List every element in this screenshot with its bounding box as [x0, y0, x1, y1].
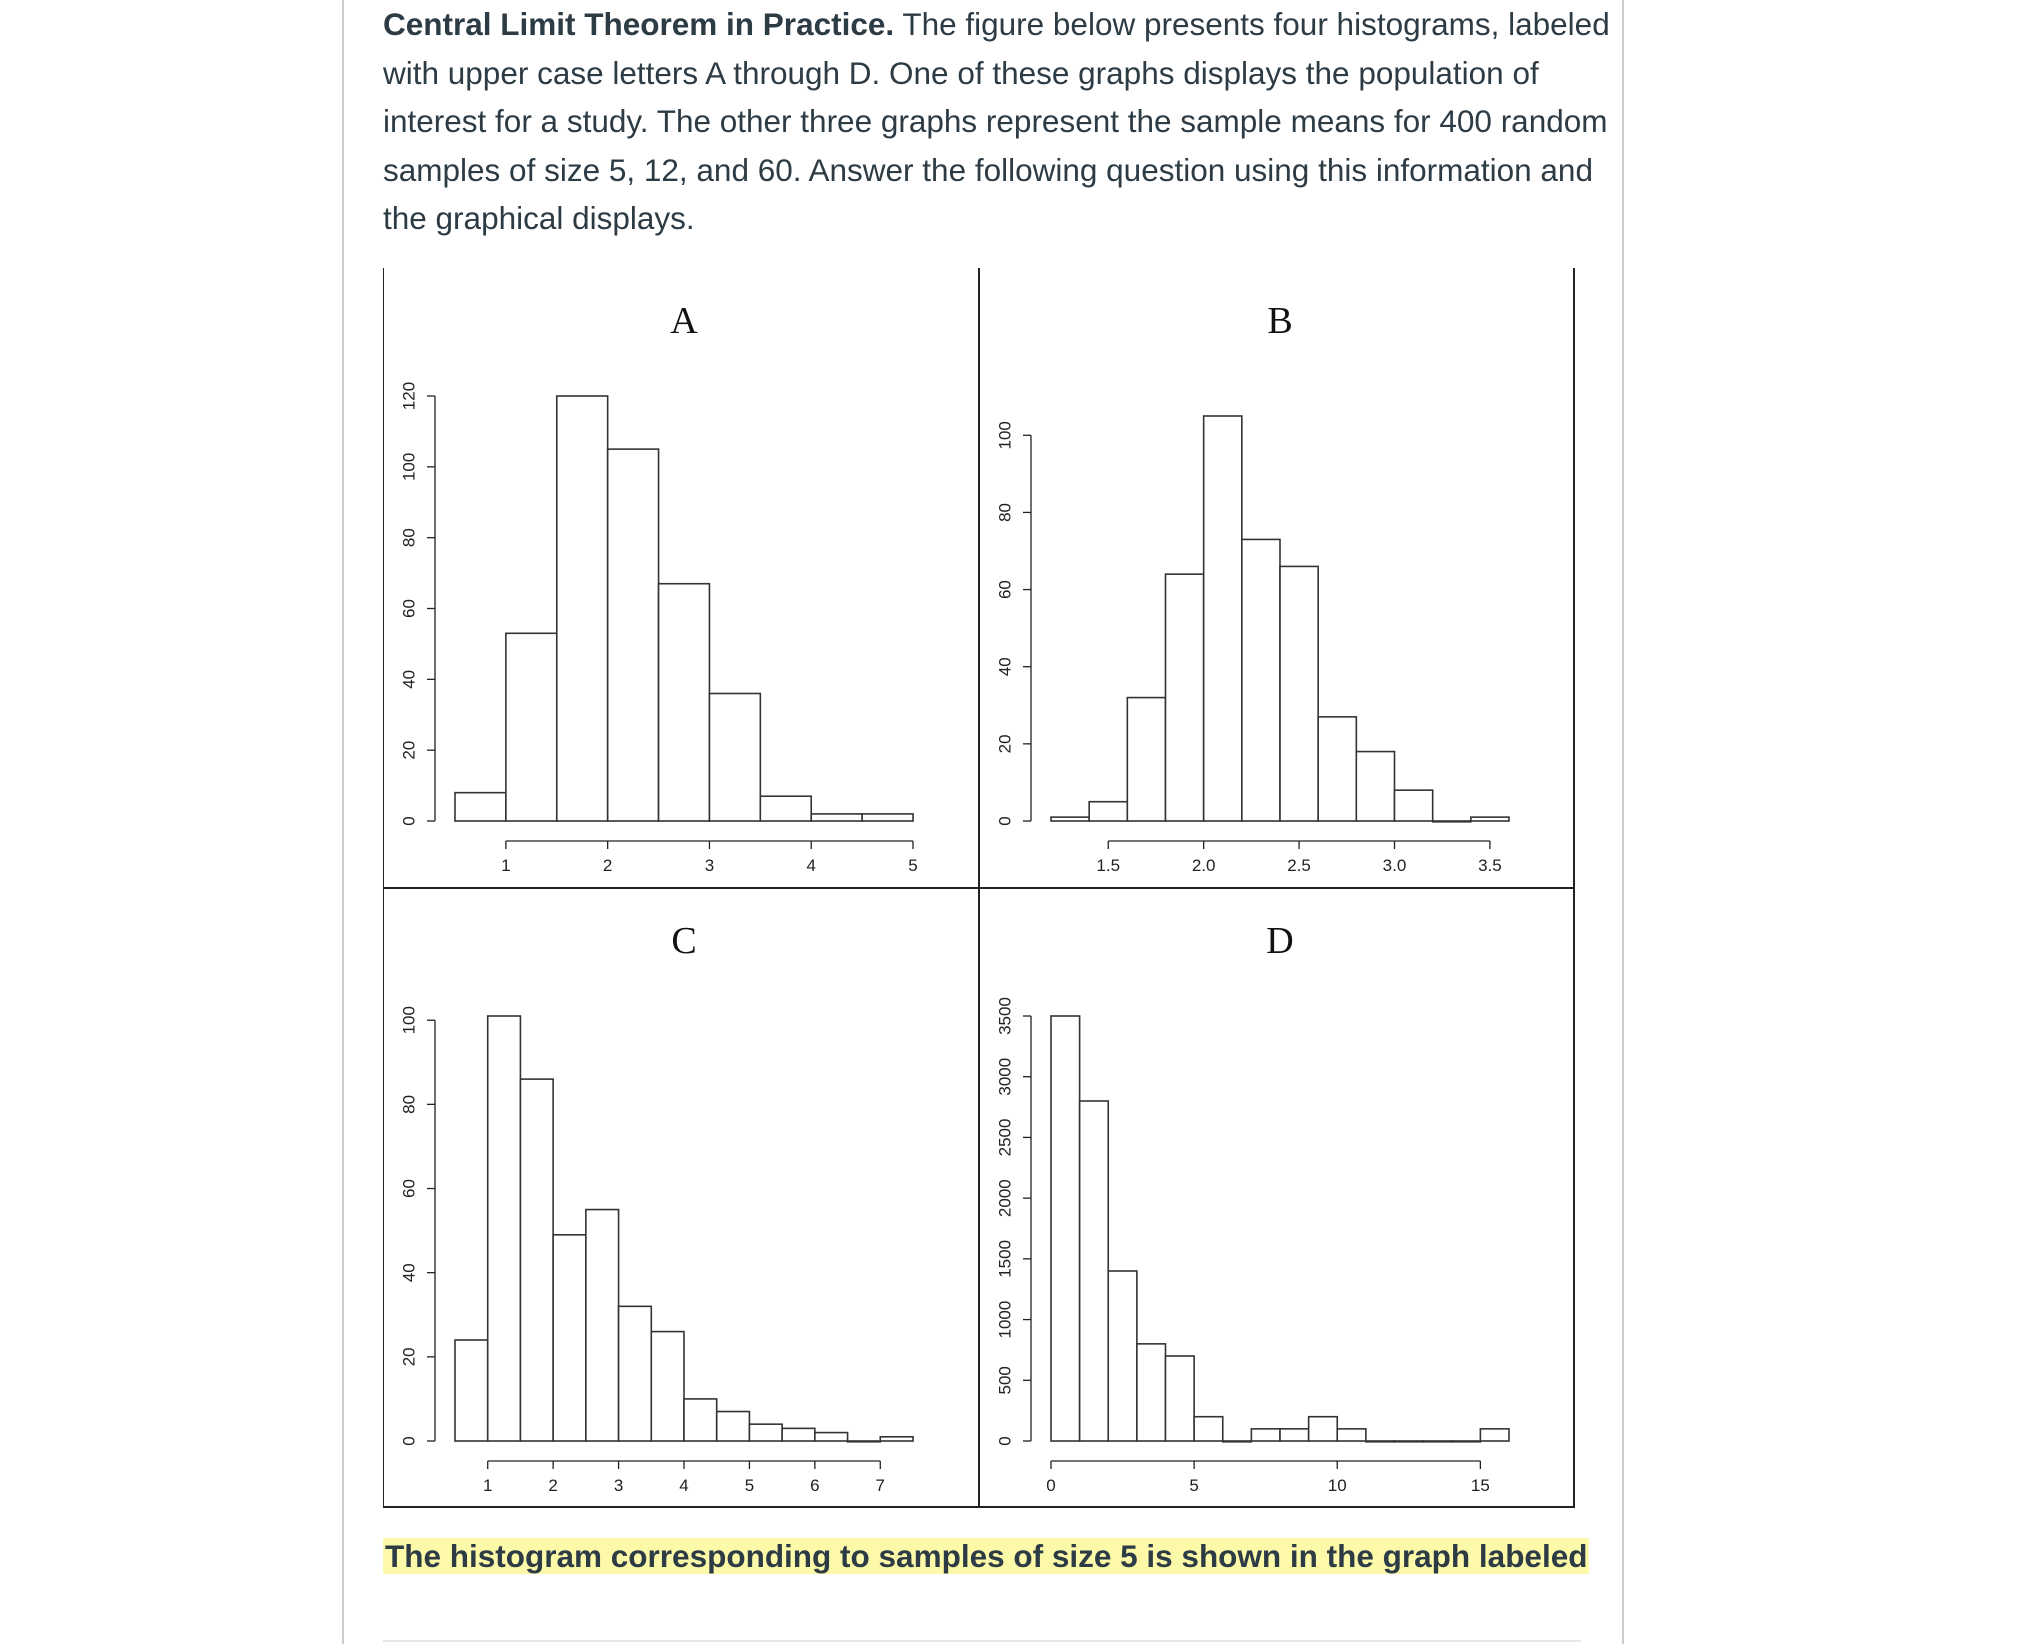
x-tick-label: 5	[908, 856, 918, 875]
right-page-border	[1622, 0, 1624, 1644]
x-tick-label: 0	[1046, 1476, 1056, 1495]
histogram-bar	[1251, 1429, 1280, 1441]
histogram-bar	[1051, 817, 1089, 821]
y-tick-label: 20	[399, 740, 419, 760]
x-tick-label: 4	[679, 1476, 689, 1495]
x-tick-label: 2.0	[1191, 856, 1216, 875]
histogram-bar	[1433, 821, 1471, 822]
y-tick-label: 120	[399, 381, 419, 411]
histogram-bar	[1480, 1429, 1509, 1441]
y-tick-label: 100	[995, 421, 1015, 450]
x-tick-label: 4	[806, 856, 816, 875]
y-tick-label: 0	[399, 816, 419, 826]
histogram-bar	[557, 396, 608, 821]
histogram-bar	[1108, 1271, 1137, 1441]
x-tick-label: 5	[744, 1476, 755, 1495]
histogram-bar	[1223, 1441, 1252, 1442]
y-tick-label: 100	[399, 1006, 419, 1035]
y-tick-label: 0	[995, 1436, 1015, 1446]
panel-title: B	[1267, 300, 1293, 343]
histogram-bar	[1089, 802, 1127, 821]
x-tick-label: 2	[602, 856, 613, 875]
histogram-bar	[709, 694, 760, 822]
y-tick-label: 80	[399, 1094, 419, 1114]
histogram-bar	[880, 1437, 913, 1441]
y-tick-label: 0	[399, 1436, 419, 1446]
panel-title: D	[1266, 920, 1294, 963]
histogram-panel-d	[996, 920, 1510, 1495]
y-tick-label: 80	[995, 502, 1015, 522]
panel-title: A	[670, 300, 698, 343]
histogram-bar	[520, 1079, 553, 1441]
answer-prompt-text: The histogram corresponding to samples of size 5 is shown in the graph labeled	[385, 1538, 1588, 1574]
histogram-bar	[815, 1433, 848, 1441]
histogram-bar	[506, 633, 557, 821]
histogram-bar	[1318, 717, 1356, 821]
divider	[383, 1640, 1581, 1642]
histogram-bar	[1356, 752, 1394, 821]
y-tick-label: 1500	[995, 1239, 1015, 1278]
histogram-bar	[1242, 539, 1280, 821]
x-tick-label: 1.5	[1096, 856, 1121, 875]
histogram-bar	[1127, 698, 1165, 821]
y-tick-label: 0	[995, 816, 1015, 826]
histogram-panel-b	[996, 300, 1510, 875]
y-tick-label: 60	[995, 580, 1015, 600]
histogram-bar	[1471, 817, 1509, 821]
histogram-bar	[1280, 566, 1318, 821]
x-tick-label: 10	[1327, 1476, 1347, 1495]
x-tick-label: 2	[548, 1476, 558, 1495]
y-tick-label: 40	[399, 1263, 419, 1283]
histogram-bar	[811, 814, 862, 821]
histogram-bar	[1395, 790, 1433, 821]
y-tick-label: 100	[399, 452, 419, 482]
histogram-bar	[608, 449, 659, 821]
x-tick-label: 2.5	[1287, 856, 1311, 875]
x-tick-label: 3	[704, 856, 715, 875]
histogram-bar	[1166, 1356, 1195, 1441]
x-tick-label: 6	[810, 1476, 820, 1495]
x-tick-label: 1	[482, 1476, 493, 1495]
y-tick-label: 3500	[995, 997, 1015, 1035]
panel-title: C	[671, 920, 697, 963]
histogram-bar	[760, 796, 811, 821]
answer-prompt	[383, 1534, 1589, 1578]
histogram-bar	[455, 1340, 488, 1441]
histogram-bar	[1194, 1417, 1223, 1441]
left-page-border	[342, 0, 344, 1644]
y-tick-label: 40	[399, 669, 419, 689]
x-tick-label: 15	[1470, 1476, 1490, 1495]
histogram-bar	[1337, 1429, 1366, 1441]
histogram-bar	[749, 1424, 782, 1441]
y-tick-label: 20	[995, 734, 1015, 754]
histogram-bar	[717, 1412, 750, 1441]
y-tick-label: 40	[995, 657, 1015, 677]
y-tick-label: 2500	[995, 1118, 1015, 1157]
histogram-bar	[1452, 1441, 1481, 1442]
histogram-bar	[1309, 1417, 1338, 1441]
histogram-bar	[553, 1235, 586, 1441]
histogram-bar	[1423, 1441, 1452, 1442]
histogram-bar	[619, 1306, 652, 1441]
histogram-bar	[1137, 1344, 1166, 1441]
histogram-bar	[848, 1441, 881, 1442]
y-tick-label: 3000	[995, 1057, 1015, 1096]
histogram-bar	[862, 814, 913, 821]
y-tick-label: 60	[399, 599, 419, 618]
x-tick-label: 1	[501, 856, 511, 875]
x-tick-label: 3.5	[1478, 856, 1502, 875]
histogram-bar	[1080, 1101, 1109, 1441]
histogram-bar	[488, 1016, 521, 1441]
histogram-bar	[782, 1428, 815, 1441]
histogram-bar	[586, 1210, 619, 1441]
histogram-bar	[1166, 574, 1204, 821]
x-tick-label: 5	[1189, 1476, 1199, 1495]
histogram-bar	[659, 584, 710, 821]
question-title: Central Limit Theorem in Practice.	[383, 6, 895, 42]
question-text	[383, 0, 1613, 243]
x-tick-label: 3	[613, 1476, 624, 1495]
histogram-panel-a	[400, 300, 918, 875]
histogram-panel-c	[400, 920, 914, 1495]
histogram-grid	[383, 268, 1575, 1508]
histogram-bar	[1280, 1429, 1309, 1441]
histogram-bar	[1051, 1016, 1080, 1441]
y-tick-label: 80	[399, 528, 419, 548]
y-tick-label: 20	[399, 1347, 419, 1367]
histogram-bar	[455, 793, 506, 821]
histogram-bar	[1366, 1441, 1395, 1442]
question-body: The figure below presents four histograms, labeled with upper case letters A through D. One of these graphs displays the population of interest for a study. The other three graphs represent the sample means for 400 random samples of size 5, 12, and 60. Answer the following question using this information and the graphical displays.	[383, 6, 1610, 236]
y-tick-label: 60	[399, 1179, 419, 1198]
histogram-bar	[1395, 1441, 1424, 1442]
histogram-bar	[684, 1399, 717, 1441]
y-tick-label: 500	[995, 1366, 1015, 1395]
histogram-figure	[383, 268, 1575, 1508]
x-tick-label: 7	[875, 1476, 886, 1495]
x-tick-label: 3.0	[1382, 856, 1407, 875]
histogram-bar	[1204, 416, 1242, 821]
histogram-bar	[651, 1332, 684, 1441]
y-tick-label: 2000	[995, 1179, 1015, 1218]
y-tick-label: 1000	[995, 1300, 1015, 1339]
